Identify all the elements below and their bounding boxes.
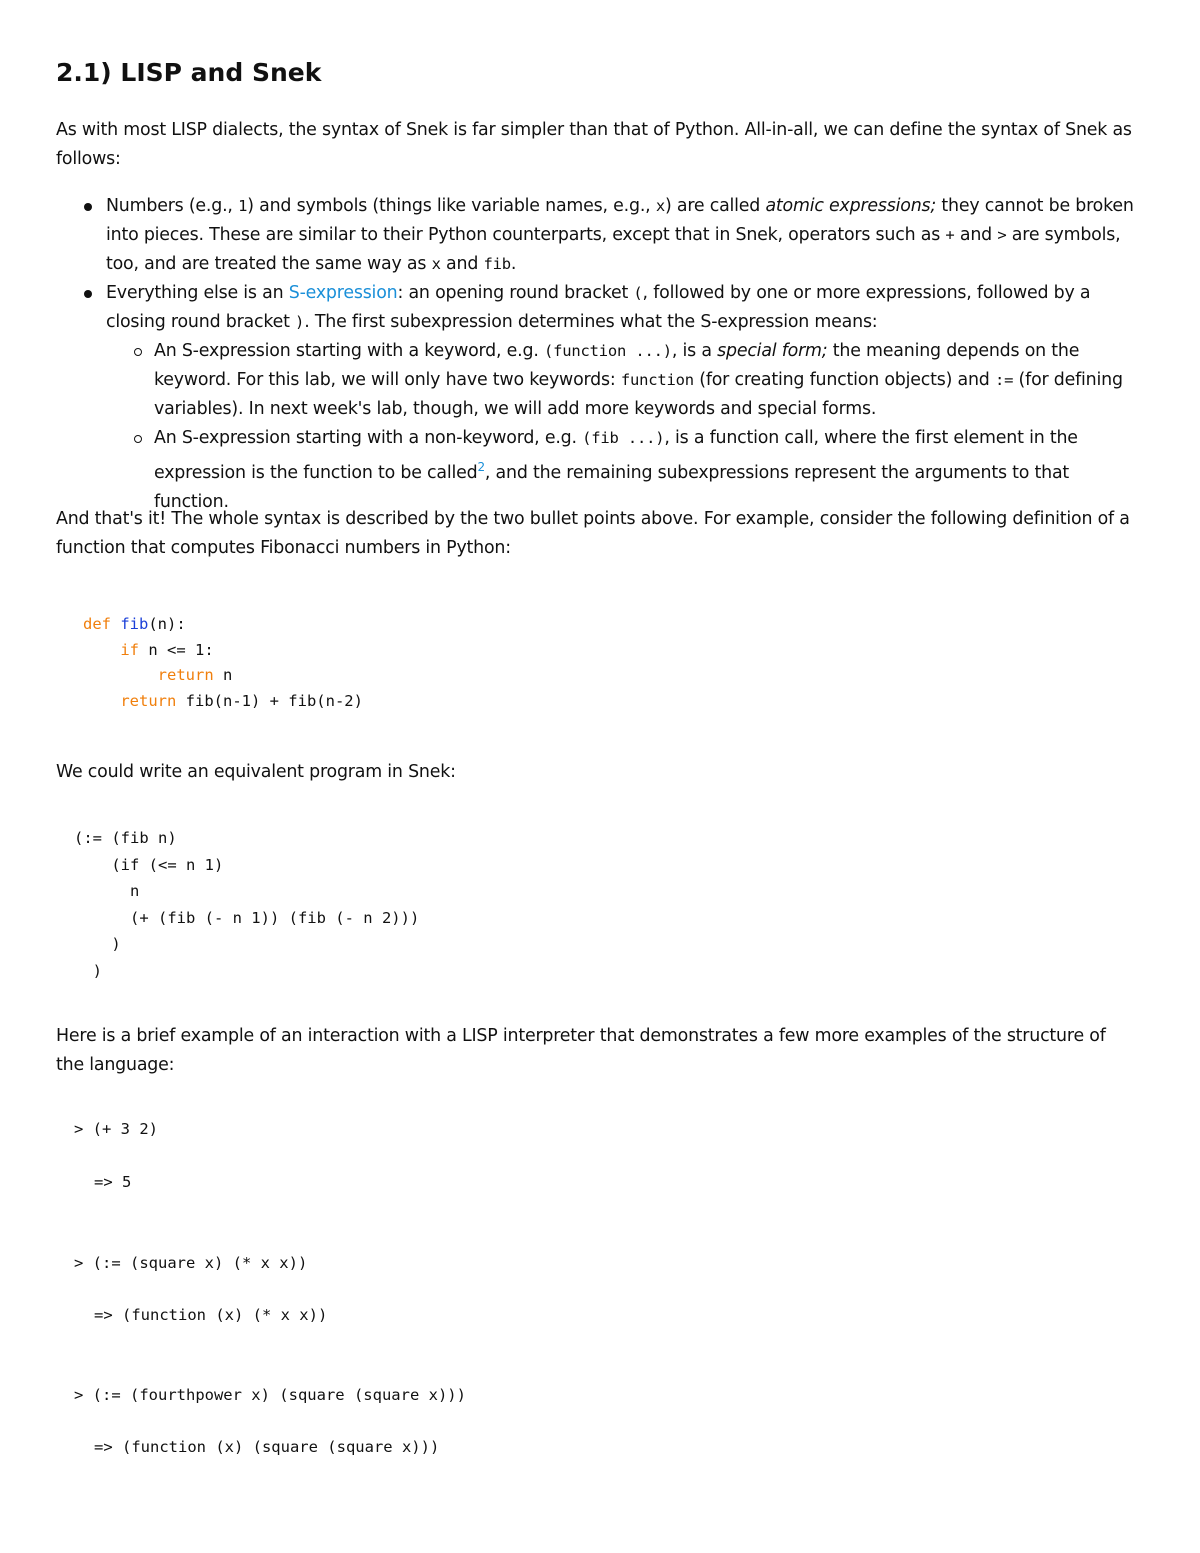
text: ) are called [664, 196, 766, 216]
s-expression-sublist [106, 337, 1146, 517]
code-text: n [213, 666, 233, 684]
text: . The first subexpression determines what the S-expression means: [304, 312, 878, 332]
text: and [440, 254, 484, 274]
emphasis: atomic expressions; [765, 196, 937, 216]
keyword: if [120, 640, 139, 659]
code-inline: x [431, 255, 441, 273]
text: An S-expression starting with a non-keyword, e.g. [154, 428, 583, 448]
text: , is a function call, where the first element in the expression is the function to be called [154, 428, 1078, 483]
keyword: return [120, 691, 177, 710]
code-inline: ) [295, 313, 305, 331]
sub-bullet-function-call [154, 424, 1146, 517]
fibonacci-intro-paragraph: And that's it! The whole syntax is described by the two bullet points above. For example, consider the following definition of a function that computes Fibonacci numbers in Python: [56, 509, 1130, 558]
code-inline: (function ...) [544, 342, 672, 360]
repl-intro-paragraph: Here is a brief example of an interaction with a LISP interpreter that demonstrates a few more examples of the structure of the language: [56, 1026, 1106, 1075]
repl-input: > (:= (fourthpower x) (square (square x))) [74, 1386, 466, 1404]
repl-input: > (:= (square x) (* x x)) [74, 1254, 308, 1272]
s-expression-link[interactable]: S-expression [288, 283, 398, 303]
text: (for defining variables). In next week's lab, though, we will add more keywords and special forms. [154, 370, 1123, 419]
bullet-atomic-expressions [106, 192, 1146, 279]
code-inline: + [945, 226, 955, 244]
snek-code-block: (:= (fib n) (if (<= n 1) n (+ (fib (- n 1)) (fib (- n 2))) ) ) [74, 829, 420, 980]
code-text: n <= 1: [139, 640, 214, 659]
text: , and the remaining subexpressions represent the arguments to that function. [154, 462, 1070, 512]
footnote-link[interactable]: 2 [477, 460, 485, 474]
text: , is a [671, 341, 718, 361]
text: : an opening round bracket [397, 283, 634, 303]
text: and [954, 225, 998, 245]
code-text: (n): [148, 615, 186, 633]
code-inline: (fib ...) [582, 429, 665, 447]
text: they cannot be broken into pieces. These are similar to their Python counterparts, except that in Snek, operators such as [106, 196, 1134, 245]
code-inline: x [655, 197, 665, 215]
text: Everything else is an [106, 283, 289, 303]
text: An S-expression starting with a keyword, e.g. [154, 341, 544, 361]
keyword: def [83, 615, 111, 633]
code-inline: ( [633, 284, 643, 302]
text: . [510, 254, 517, 274]
text: ) and symbols (things like variable names, e.g., [247, 196, 656, 216]
code-inline: function [620, 371, 694, 389]
python-code-block [83, 612, 363, 714]
intro-paragraph: As with most LISP dialects, the syntax of Snek is far simpler than that of Python. All-in-all, we can define the syntax of Snek as follows: [56, 120, 1132, 169]
repl-input: > (+ 3 2) [74, 1120, 158, 1138]
function-name: fib [120, 615, 149, 633]
emphasis: special form; [717, 341, 828, 361]
code-inline: > [997, 226, 1007, 244]
text: , followed by one or more expressions, followed by a closing round bracket [106, 283, 1091, 332]
snek-intro-paragraph: We could write an equivalent program in Snek: [56, 762, 456, 782]
text: the meaning depends on the keyword. For this lab, we will only have two keywords: [154, 341, 1080, 390]
code-text: fib(n-1) + fib(n-2) [176, 691, 363, 710]
repl-output: => 5 [94, 1173, 132, 1191]
repl-output: => (function (x) (* x x)) [94, 1306, 328, 1324]
text: are symbols, too, and are treated the same way as [106, 225, 1121, 274]
text: (for creating function objects) and [693, 370, 995, 390]
bullet-s-expression [106, 279, 1146, 517]
code-inline: fib [483, 255, 511, 273]
section-heading: 2.1) LISP and Snek [56, 58, 322, 87]
repl-output: => (function (x) (square (square x))) [94, 1438, 440, 1456]
sub-bullet-special-form [154, 337, 1146, 424]
syntax-bullet-list [56, 192, 1146, 517]
text: Numbers (e.g., [106, 196, 239, 216]
keyword: return [157, 666, 214, 684]
code-inline: := [994, 371, 1014, 389]
code-inline: 1 [238, 197, 248, 215]
